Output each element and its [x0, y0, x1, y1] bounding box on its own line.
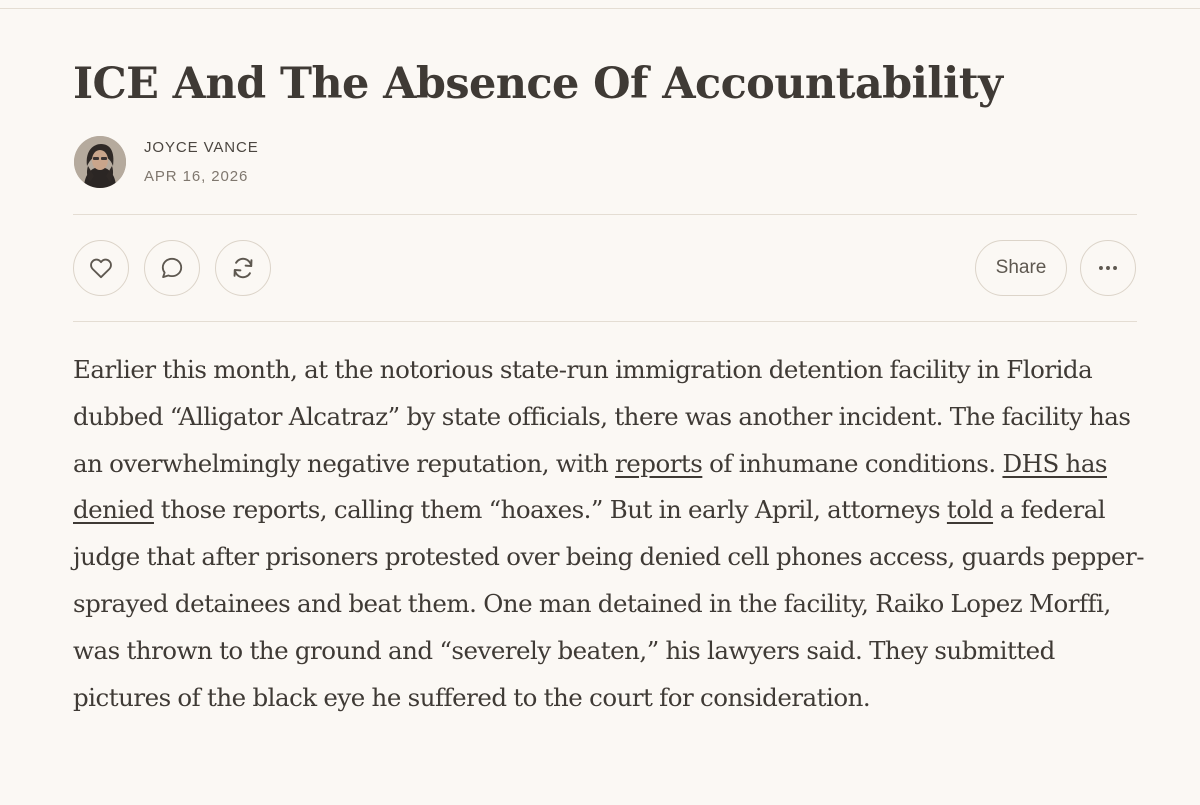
top-divider [0, 8, 1200, 9]
article-paragraph: Earlier this month, at the notorious state-run immigration detention facility in Florida dubbed “Alligator Alcatraz” by state officials, there was another incident. The facility has an overwhelmingly negative reputation, with reports of inhumane conditions. DHS has denied those reports, calling them “hoaxes.” But in early April, attorneys told a federal judge that after prisoners protested over being denied cell phones access, guards pepper-sprayed detainees and beat them. One man detained in the facility, Raiko Lopez Morffi, was thrown to the ground and “severely beaten,” his lawyers said. They submitted pictures of the black eye he suffered to the court for consideration. [73, 355, 1144, 712]
comment-bubble-icon [159, 255, 185, 281]
divider [73, 214, 1137, 215]
restack-icon [230, 255, 256, 281]
heart-icon [88, 255, 114, 281]
comment-button[interactable] [144, 240, 200, 296]
post-date: APR 16, 2026 [144, 167, 249, 185]
divider [73, 321, 1137, 322]
like-button[interactable] [73, 240, 129, 296]
dhs-denied-link[interactable]: DHS has denied [73, 448, 1107, 525]
more-horizontal-icon [1095, 255, 1121, 281]
reports-link[interactable]: reports [615, 448, 703, 478]
author-name[interactable]: JOYCE VANCE [144, 138, 259, 156]
author-avatar[interactable] [74, 136, 126, 188]
told-link[interactable]: told [946, 495, 994, 525]
byline [74, 135, 259, 189]
article-title: ICE And The Absence Of Accountability [73, 59, 1003, 109]
more-options-button[interactable] [1080, 240, 1136, 296]
share-button[interactable]: Share [975, 240, 1067, 296]
restack-button[interactable] [215, 240, 271, 296]
